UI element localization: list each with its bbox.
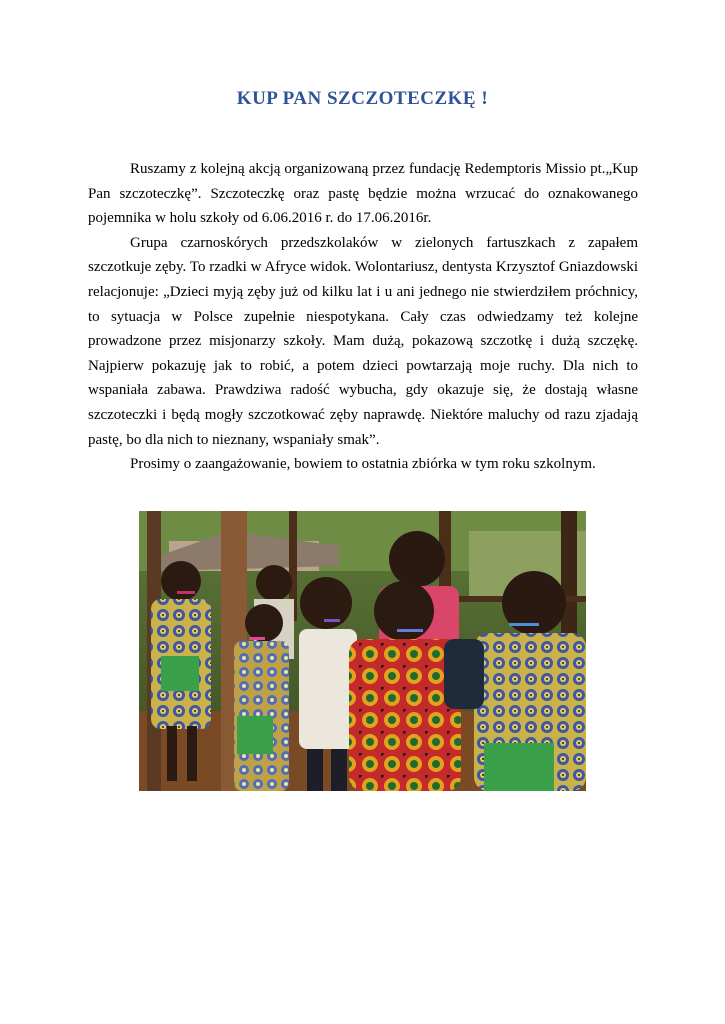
- paragraph: Grupa czarnoskórych przedszkolaków w zielonych fartuszkach z zapałem szczotkuje zęby. To rzadki w Afryce widok. Wolontariusz, dentysta Krzysztof Gniazdowski relacjonuje: „Dzieci myją zęby już od kilku lat i u ani jednego nie stwierdziłem próchnicy, to sytuacja w Polsce zupełnie niespotykana. Cały czas odwiedzamy też kolejne prowadzone przez misjonarzy szkoły. Mam dużą, pokazową szczotkę i dużą szczękę. Najpierw pokazuję jak to robić, a potem dzieci powtarzają moje ruchy. Dla nich to wspaniała zabawa. Prawdziwa radość wybucha, gdy okazuje się, że dostają własne szczoteczki i będą mogły szczotkować zęby naprawdę. Niektóre maluchy od razu zjadają pastę, bo dla nich to nieznany, wspaniały smak”.: [88, 234, 638, 448]
- paragraph: Ruszamy z kolejną akcją organizowaną przez fundację Redemptoris Missio pt.„Kup Pan szczoteczkę”. Szczoteczkę oraz pastę będzie można wrzucać do oznakowanego pojemnika w holu szkoły od 6.06.2016 r. do 17.06.2016r.: [88, 161, 638, 227]
- children-brushing-teeth-photo: [139, 511, 586, 791]
- document-body: [88, 157, 638, 477]
- paragraph: Prosimy o zaangażowanie, bowiem to ostatnia zbiórka w tym roku szkolnym.: [130, 456, 596, 473]
- document-title: KUP PAN SZCZOTECZKĘ !: [236, 88, 489, 109]
